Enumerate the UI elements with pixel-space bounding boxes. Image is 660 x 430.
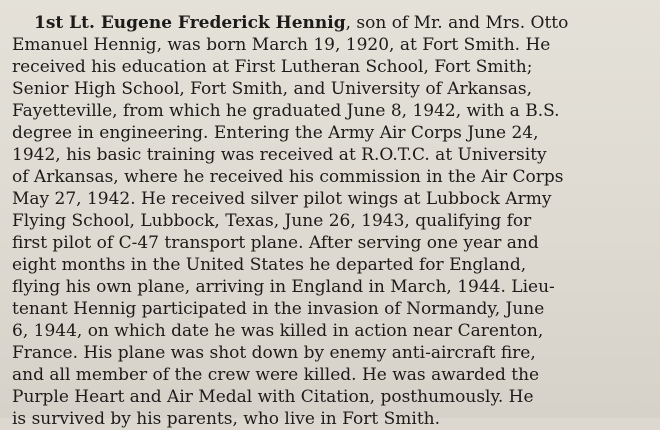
paragraph-line: May 27, 1942. He received silver pilot wings at Lubbock Army <box>12 189 552 209</box>
paragraph-line: of Arkansas, where he received his commission in the Air Corps <box>12 167 564 187</box>
paragraph-line: 1942, his basic training was received at R.O.T.C. at University <box>12 145 547 165</box>
paragraph-line: flying his own plane, arriving in England in March, 1944. Lieu- <box>12 277 555 297</box>
paragraph-line: tenant Hennig participated in the invasion of Normandy, June <box>12 299 545 319</box>
paragraph-line: Emanuel Hennig, was born March 19, 1920, at Fort Smith. He <box>12 35 551 55</box>
paragraph-line: France. His plane was shot down by enemy anti-aircraft fire, <box>12 343 536 363</box>
paragraph-line <box>12 12 652 34</box>
paragraph-line: and all member of the crew were killed. He was awarded the <box>12 365 540 385</box>
person-name: 1st Lt. Eugene Frederick Hennig <box>34 13 346 33</box>
paragraph-line: Purple Heart and Air Medal with Citation, posthumously. He <box>12 387 534 407</box>
paragraph-line: Senior High School, Fort Smith, and University of Arkansas, <box>12 79 533 99</box>
paragraph-line: is survived by his parents, who live in Fort Smith. <box>12 409 440 429</box>
paragraph-line: Flying School, Lubbock, Texas, June 26, 1943, qualifying for <box>12 211 532 231</box>
biography-paragraph <box>12 12 652 430</box>
paragraph-line: Fayetteville, from which he graduated June 8, 1942, with a B.S. <box>12 101 560 121</box>
paragraph-line-text: , son of Mr. and Mrs. Otto <box>345 13 569 33</box>
paragraph-line: received his education at First Lutheran School, Fort Smith; <box>12 57 533 77</box>
paragraph-line: eight months in the United States he departed for England, <box>12 255 527 275</box>
paragraph-line: 6, 1944, on which date he was killed in action near Carenton, <box>12 321 544 341</box>
paragraph-line: first pilot of C-47 transport plane. After serving one year and <box>12 233 539 253</box>
paragraph-line: degree in engineering. Entering the Army Air Corps June 24, <box>12 123 539 143</box>
